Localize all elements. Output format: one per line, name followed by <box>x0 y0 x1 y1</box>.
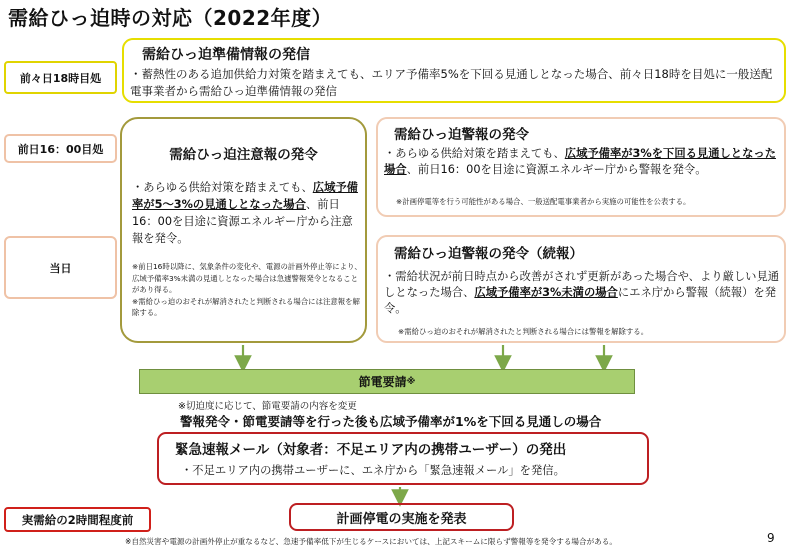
warning-note: ※計画停電等を行う可能性がある場合、一般送配電事業者から実施の可能性を公表する。 <box>396 197 691 206</box>
prep-info-heading: 需給ひっ迫準備情報の発信 <box>142 47 310 63</box>
caution-heading: 需給ひっ迫注意報の発令 <box>169 147 318 163</box>
tag-same-day: 当日 <box>4 236 117 299</box>
caution-note-2: ※需給ひっ迫のおそれが解消されたと判断される場合には注意報を解除する。 <box>132 296 360 317</box>
continued-body-text-2: にエネ庁から警報（続報）を発令。 <box>384 286 777 315</box>
warning-continued-heading: 需給ひっ迫警報の発令（続報） <box>394 246 583 262</box>
caution-body <box>132 179 362 247</box>
warning-body-text-2: 、前日16：00を目途に資源エネルギー庁から警報を発令。 <box>406 163 707 176</box>
power-saving-mark: ※ <box>406 376 416 387</box>
tag-two-days-before: 前々日18時目処 <box>4 61 117 94</box>
continued-body-emphasis: 広域予備率が3%未満の場合 <box>474 286 618 299</box>
power-saving-bar <box>139 369 635 394</box>
prep-info-box <box>122 38 786 103</box>
caution-body-emphasis: 広域予備率が5～3%の見通しとなった場合 <box>132 181 358 211</box>
tag-day-before: 前日16：00目処 <box>4 134 117 163</box>
page-title: 需給ひっ迫時の対応（2022年度） <box>8 6 333 30</box>
caution-body-text: ・あらゆる供給対策を踏まえても、 <box>132 181 313 194</box>
emergency-mail-heading: 緊急速報メール（対象者：不足エリア内の携帯ユーザー）の発出 <box>175 442 567 458</box>
warning-continued-note: ※需給ひっ迫のおそれが解消されたと判断される場合には警報を解除する。 <box>398 327 649 336</box>
caution-notes <box>132 261 362 319</box>
warning-box <box>376 117 786 217</box>
caution-note-1: ※前日16時以降に、気象条件の変化や、電源の計画外停止等により、広域予備率3%未満の見通しとなった場合は急遽警報発令となることがあり得る。 <box>132 262 362 294</box>
tag-two-hours-before: 実需給の2時間程度前 <box>4 507 151 532</box>
warning-body-emphasis: 広域予備率が3%を下回る見通しとなった場合 <box>384 147 776 176</box>
emergency-mail-body: ・不足エリア内の携帯ユーザーに、エネ庁から「緊急速報メール」を発信。 <box>181 464 565 477</box>
power-saving-note: ※切迫度に応じて、節電要請の内容を変更 <box>178 401 357 412</box>
warning-body <box>384 146 780 178</box>
page-number: 9 <box>767 531 775 545</box>
caution-body-text-2: 、前日16：00を目途に資源エネルギー庁から注意報を発令。 <box>132 198 353 245</box>
condition-text: 警報発令・節電要請等を行った後も広域予備率が1%を下回る見通しの場合 <box>180 414 602 429</box>
warning-continued-box <box>376 235 786 343</box>
planned-blackout-box: 計画停電の実施を発表 <box>289 503 514 531</box>
warning-continued-body <box>384 269 780 317</box>
continued-body-text: ・需給状況が前日時点から改善がされず更新があった場合や、より厳しい見通しとなった場合、 <box>384 270 780 299</box>
emergency-mail-box <box>157 432 649 485</box>
power-saving-label: 節電要請 <box>358 375 407 389</box>
caution-box <box>120 117 367 343</box>
prep-info-body: ・蓄熱性のある追加供給力対策を踏まえても、エリア予備率5%を下回る見通しとなった場合、前々日18時を目処に一般送配電事業者から需給ひっ迫準備情報の発信 <box>130 67 773 98</box>
warning-body-text: ・あらゆる供給対策を踏まえても、 <box>384 147 565 160</box>
footnote: ※自然災害や電源の計画外停止が重なるなど、急速予備率低下が生じるケースにおいては、上記スキームに限らず警報等を発令する場合がある。 <box>125 537 617 546</box>
warning-heading: 需給ひっ迫警報の発令 <box>394 127 529 143</box>
